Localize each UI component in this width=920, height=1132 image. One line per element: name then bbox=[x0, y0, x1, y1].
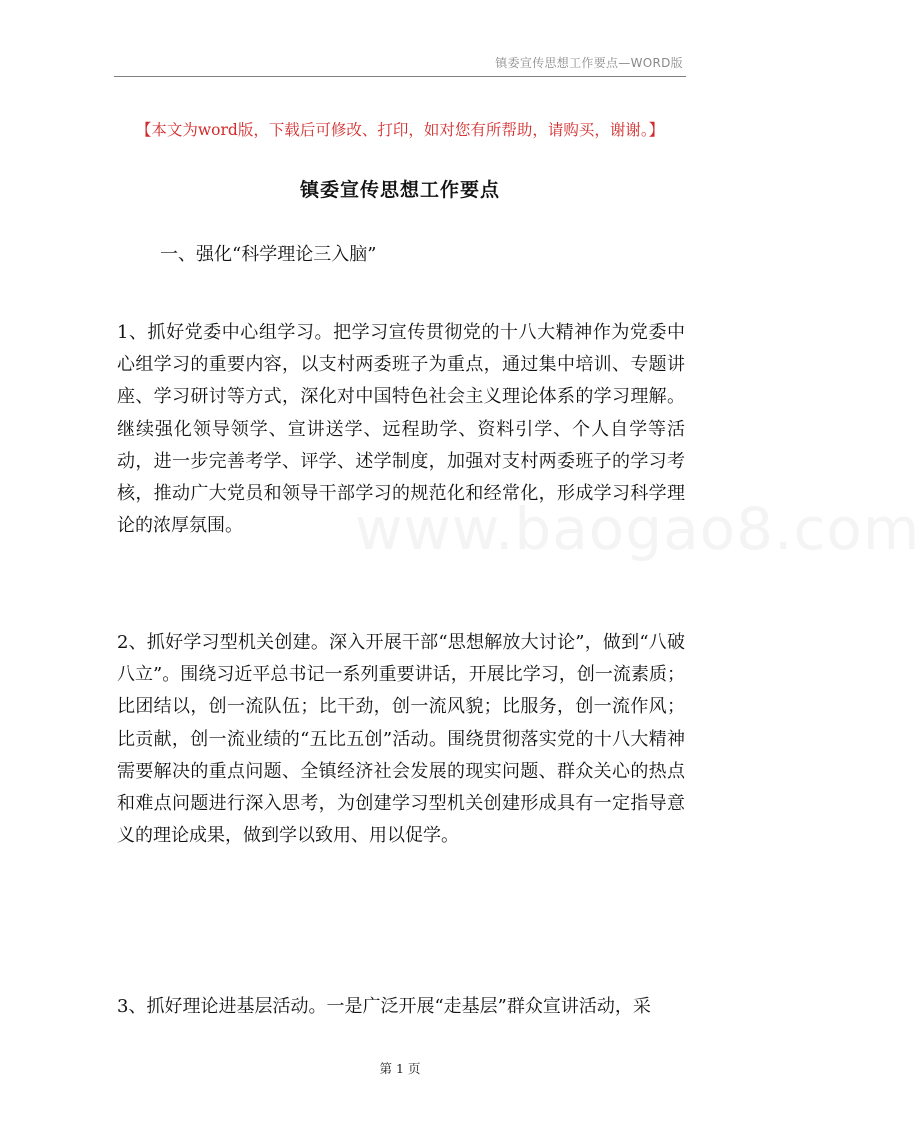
page-header-title: 镇委宣传思想工作要点—WORD版 bbox=[495, 56, 683, 70]
document-title: 镇委宣传思想工作要点 bbox=[299, 179, 500, 201]
paragraph-1: 1、抓好党委中心组学习。把学习宣传贯彻党的十八大精神作为党委中心组学习的重要内容，以支村两委班子为重点，通过集中培训、专题讲座、学习研讨等方式，深化对中国特色社会主义理论体系的学习理解。继续强化领导领学、宣讲送学、远程助学、资料引学、个人自学等活动，进一步完善考学、评学、述学制度，加强对支村两委班子的学习考核，推动广大党员和领导干部学习的规范化和经常化，形成学习科学理论的浓厚氛围。 bbox=[117, 322, 685, 537]
page-number: 第 1 页 bbox=[379, 1061, 421, 1076]
paragraph-2: 2、抓好学习型机关创建。深入开展干部“思想解放大讨论”，做到“八破八立”。围绕习近平总书记一系列重要讲话，开展比学习，创一流素质；比团结以，创一流队伍；比干劲，创一流风貌；比服务，创一流作风；比贡献，创一流业绩的“五比五创”活动。围绕贯彻落实党的十八大精神需要解决的重点问题、全镇经济社会发展的现实问题、群众关心的热点和难点问题进行深入思考，为创建学习型机关创建形成具有一定指导意义的理论成果，做到学以致用、用以促学。 bbox=[117, 632, 685, 847]
paragraph-3: 3、抓好理论进基层活动。一是广泛开展“走基层”群众宣讲活动，采 bbox=[117, 996, 651, 1017]
watermark: www.baogao8.com bbox=[355, 495, 920, 563]
purchase-notice: 【本文为word版，下载后可修改、打印，如对您有所帮助，请购买，谢谢。】 bbox=[135, 121, 665, 139]
header-divider bbox=[114, 76, 686, 77]
section-heading: 一、强化“科学理论三入脑” bbox=[160, 244, 377, 265]
